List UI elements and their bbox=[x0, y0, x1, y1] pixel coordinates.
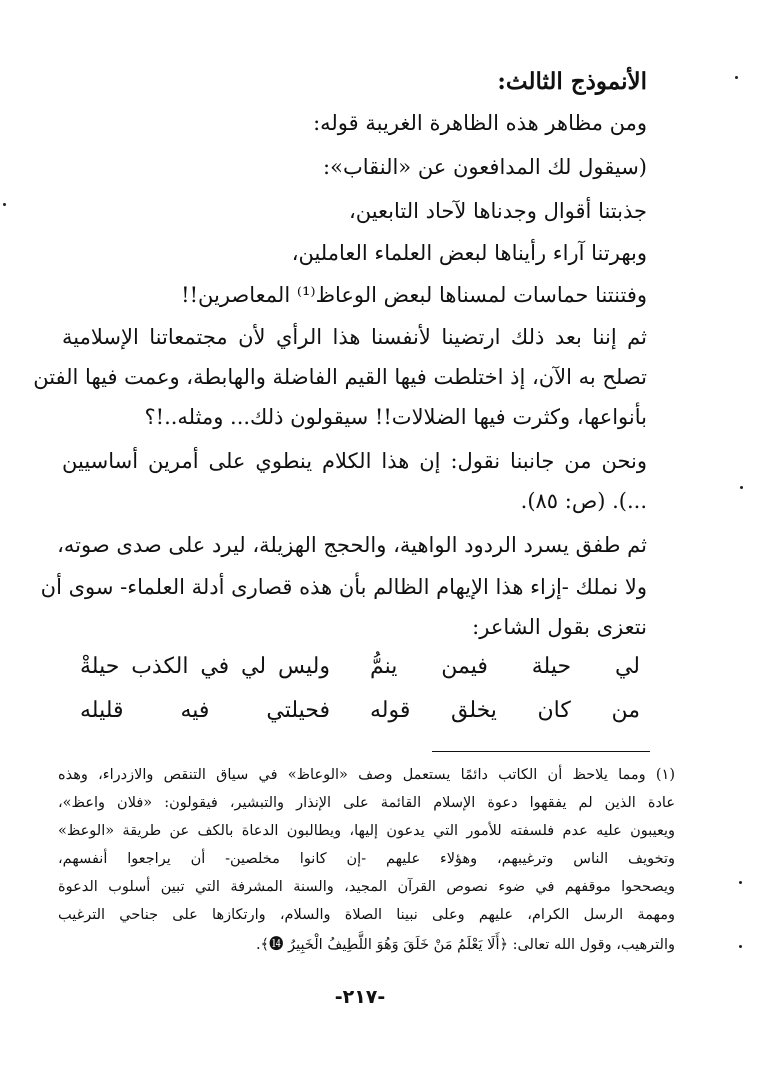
scan-speck bbox=[739, 945, 742, 948]
verse-line bbox=[80, 650, 640, 684]
body-line: وبهرتنا آراء رأيناها لبعض العلماء العاملين، bbox=[291, 241, 647, 265]
footnote-separator bbox=[432, 751, 650, 752]
scan-speck bbox=[735, 76, 738, 79]
footnote-line: (١) ومما يلاحظ أن الكاتب دائمًا يستعمل وصف «الوعاظ» في سياق التنقص والازدراء، وهذه bbox=[58, 767, 675, 783]
page-number: -٢١٧- bbox=[334, 986, 386, 1008]
verse-first-hemistich: من كان يخلق قوله bbox=[370, 698, 640, 723]
body-line: نتعزى بقول الشاعر: bbox=[472, 615, 647, 639]
footnote-line: ويعيبون عليه عدم فلسفته للأمور التي يدعون إليها، ويطالبون الدعاة بالكف عن طريقة «الوعظ» bbox=[58, 823, 675, 839]
scan-speck bbox=[739, 881, 742, 884]
footnote-line: ويصححوا موقفهم في ضوء نصوص القرآن المجيد، والسنة المشرفة التي تبين أسلوب الدعوة bbox=[58, 879, 675, 895]
body-line-with-footnote-ref: وفتنتنا حماسات لمسناها لبعض الوعاظ⁽¹⁾ المعاصرين!! bbox=[181, 283, 647, 307]
citation-line: ...). (ص: ٨٥). bbox=[520, 489, 647, 513]
section-heading: الأنموذج الثالث: bbox=[497, 68, 647, 95]
footnote-line: عادة الذين لم يفقهوا دعوة الإسلام القائمة على الإنذار والتبشير، فيقولون: «فلان واعظ»، bbox=[58, 795, 675, 811]
body-line: ونحن من جانبنا نقول: إن هذا الكلام ينطوي على أمرين أساسيين bbox=[62, 449, 647, 473]
verse-first-hemistich: لي حيلة فيمن ينمُّ bbox=[370, 654, 640, 679]
body-line: تصلح به الآن، إذ اختلطت فيها القيم الفاضلة والهابطة، وعمت فيها الفتن bbox=[33, 365, 647, 389]
body-line: ثم طفق يسرد الردود الواهية، والحجج الهزيلة، ليرد على صدى صوته، bbox=[57, 533, 647, 557]
body-line: ولا نملك -إزاء هذا الإيهام الظالم بأن هذه قصارى أدلة العلماء- سوى أن bbox=[40, 575, 647, 599]
footnote-line: والترهيب، وقول الله تعالى: ﴿أَلَا يَعْلَمُ مَنْ خَلَقَ وَهُوَ اللَّطِيفُ الْخَبِيرُ ⓮﴾. bbox=[255, 937, 675, 953]
scan-speck bbox=[3, 203, 6, 206]
body-line: ثم إننا بعد ذلك ارتضينا لأنفسنا هذا الرأي لأن مجتمعاتنا الإسلامية bbox=[62, 325, 647, 349]
body-line: جذبتنا أقوال وجدناها لآحاد التابعين، bbox=[348, 199, 647, 223]
scan-speck bbox=[740, 486, 743, 489]
footnote-line: وتخويف الناس وترغيبهم، وهؤلاء عليهم -إن كانوا مخلصين- أن يراجعوا أنفسهم، bbox=[58, 851, 675, 867]
verse-line bbox=[80, 694, 640, 728]
quote-opening-line: (سيقول لك المدافعون عن «النقاب»: bbox=[323, 155, 647, 179]
verse-second-hemistich: فحيلتي فيه قليله bbox=[80, 698, 330, 723]
footnote-line: ومهمة الرسل الكرام، عليهم وعلى نبينا الصلاة والسلام، وارتكازها على جناحي الترغيب bbox=[58, 907, 675, 923]
body-line: بأنواعها، وكثرت فيها الضلالات!! سيقولون ذلك... ومثله..!؟ bbox=[144, 405, 647, 429]
verse-second-hemistich: وليس لي في الكذب حيلةْ bbox=[80, 654, 330, 679]
body-line: ومن مظاهر هذه الظاهرة الغريبة قوله: bbox=[313, 111, 647, 135]
